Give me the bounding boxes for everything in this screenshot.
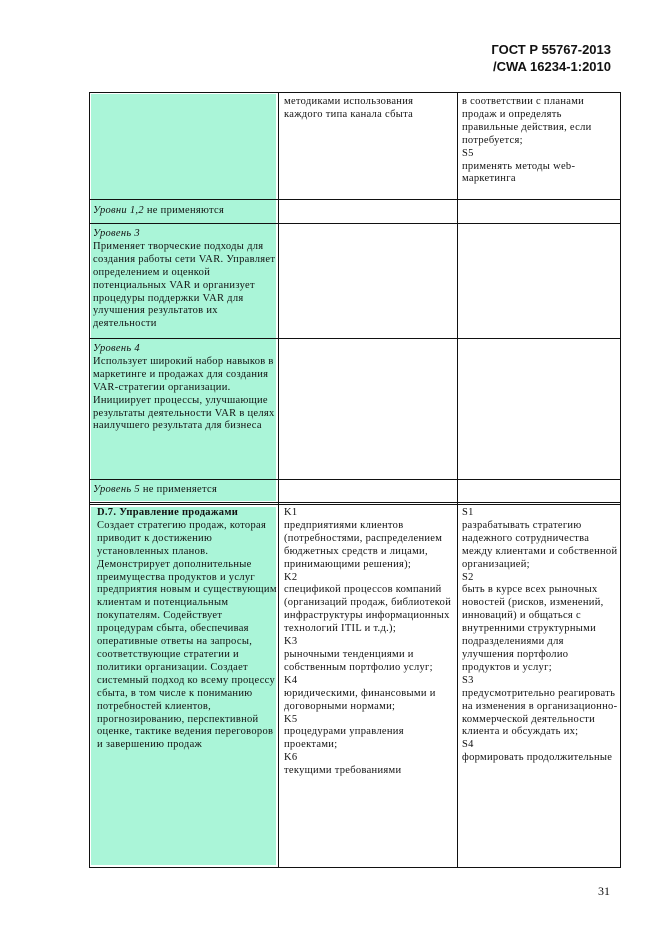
knowledge-code: K4 <box>284 674 298 686</box>
skill-code-s5: S5 <box>462 147 474 159</box>
skill-code: S1 <box>462 507 474 518</box>
top-row-col3-text: в соответствии с планами продаж и определять правильные действия, если потребуется; <box>462 96 592 146</box>
d7-knowledge <box>284 507 456 778</box>
level-3-row <box>93 228 276 331</box>
knowledge-text: рыночными тенденциями и собственным портфолио услуг; <box>284 648 433 673</box>
d7-description: Создает стратегию продаж, которая приводит к достижению установленных планов. Демонстрирует дополнительные преимущества продуктов и услуг предприятия новым и существующим клиентам и потенциальным покупателям. Содействует процедурам сбыта, обеспечивая оперативные ответы на запросы, соответствующие стратегии и политики организации. Создает системный подход ко всему процессу сбыта, в том числе к пониманию потребностей клиентов, прогнозированию, перспективной оценке, тактике ведения переговоров и завершению продаж <box>97 519 277 751</box>
level-3-text: Применяет творческие подходы для создания работы сети VAR. Управляет определением и оценкой потенциальных VAR и организует процедуры поддержки VAR для улучшения результатов их деятельности <box>93 240 276 330</box>
knowledge-text: текущими требованиями <box>284 765 402 777</box>
standard-code-cwa: /CWA 16234-1:2010 <box>492 59 611 74</box>
top-row-col3-text2: применять методы web-маркетинга <box>462 160 576 185</box>
d7-title: D.7. Управление продажами <box>97 507 239 518</box>
knowledge-code: K6 <box>284 752 298 764</box>
skill-code: S3 <box>462 674 474 686</box>
knowledge-code: K1 <box>284 507 298 518</box>
level-1-2-row <box>93 205 275 218</box>
level-4-row <box>93 343 276 433</box>
level-5-text: не применяется <box>139 484 218 495</box>
level-5-label: Уровень 5 <box>93 484 140 495</box>
top-row-col2: методиками использования каждого типа канала сбыта <box>284 96 414 120</box>
level-4-text: Использует широкий набор навыков в маркетинге и продажах для создания VAR-стратегии организации. Инициирует процессы, улучшающие результаты деятельности VAR в целях наилучшего результата для бизнеса <box>93 355 275 432</box>
level-3-label: Уровень 3 <box>93 228 140 239</box>
d7-competence <box>97 507 277 752</box>
knowledge-code: K3 <box>284 636 298 648</box>
knowledge-text: процедурами управления проектами; <box>284 726 404 751</box>
skill-text: предусмотрительно реагировать на изменения в организационно-коммерческой деятельности клиента и обсуждать их; <box>462 687 618 738</box>
page-number: 31 <box>598 884 610 898</box>
level-1-2-text: не применяются <box>143 205 225 216</box>
knowledge-text: юридическими, финансовыми и договорными нормами; <box>284 687 436 712</box>
skill-text: разрабатывать стратегию надежного сотрудничества между клиентами и собственной организацией; <box>462 519 618 570</box>
knowledge-text: предприятиями клиентов (потребностями, распределением бюджетных средств и лицами, принимающими решения); <box>284 519 443 570</box>
level-5-row <box>93 484 275 497</box>
d7-skills <box>462 507 618 765</box>
skill-text: формировать продолжительные <box>462 752 613 764</box>
skill-code: S4 <box>462 739 474 751</box>
knowledge-code: K5 <box>284 713 298 725</box>
knowledge-code: K2 <box>284 571 298 583</box>
skill-code: S2 <box>462 571 474 583</box>
knowledge-text: спецификой процессов компаний (организаций продаж, библиотекой инфраструктуры информационных технологий ITIL и т.д.); <box>284 584 452 635</box>
level-4-label: Уровень 4 <box>93 343 140 354</box>
skill-text: быть в курсе всех рыночных новостей (рисков, изменений, инноваций) и общаться с внутренними структурными подразделениями для улучшения портфолио продуктов и услуг; <box>462 584 604 673</box>
top-row-col3 <box>462 96 618 186</box>
level-1-2-label: Уровни 1,2 <box>93 205 144 216</box>
standard-code: ГОСТ Р 55767-2013 <box>491 42 611 57</box>
